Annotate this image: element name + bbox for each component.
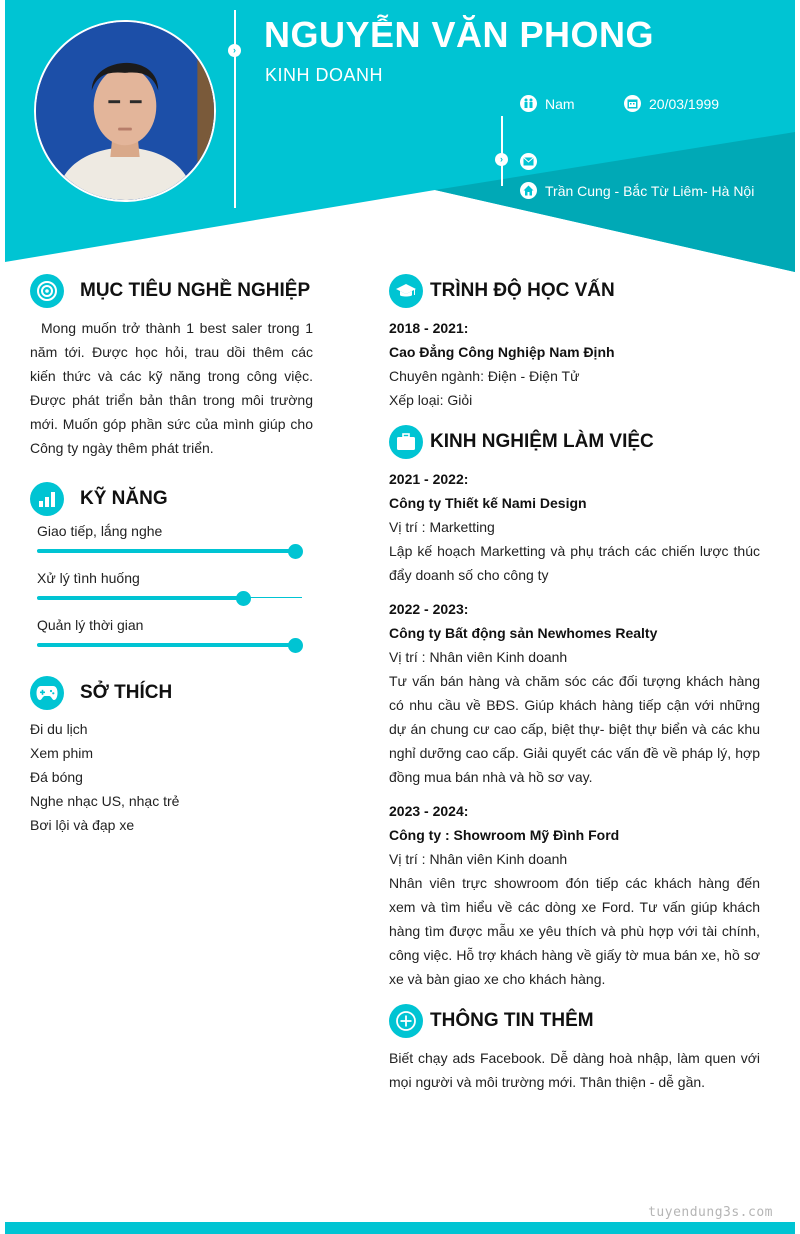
job-company: Công ty : Showroom Mỹ Đình Ford bbox=[389, 827, 620, 843]
candidate-role: KINH DOANH bbox=[265, 65, 384, 85]
skills-title: KỸ NĂNG bbox=[80, 488, 168, 509]
envelope-icon bbox=[520, 153, 537, 170]
hobbies-title: SỞ THÍCH bbox=[80, 682, 173, 703]
chevron-right-icon: › bbox=[495, 153, 508, 166]
education-grade: Xếp loại: Giỏi bbox=[389, 392, 473, 408]
job-company: Công ty Bất động sản Newhomes Realty bbox=[389, 625, 658, 641]
address-text: Trần Cung - Bắc Từ Liêm- Hà Nội bbox=[545, 182, 755, 199]
address-info bbox=[520, 182, 754, 199]
additional-text: Biết chạy ads Facebook. Dễ dàng hoà nhập, làm quen với mọi người và môi trường mới. Thân thiện - dễ gần. bbox=[389, 1050, 760, 1090]
skill-item bbox=[30, 566, 313, 613]
objective-text: Mong muốn trở thành 1 best saler trong 1 năm tới. Được học hỏi, trau dồi thêm các kiến thức và các kỹ năng trong công việc. Được phát triển bản thân trong môi trường mới. Muốn góp phần sức của mình giúp cho Công ty ngày thêm phát triển. bbox=[30, 320, 313, 456]
additional-heading bbox=[389, 1004, 760, 1038]
experience-heading bbox=[389, 425, 760, 459]
skills-list bbox=[30, 519, 313, 660]
hobbies-heading bbox=[30, 676, 313, 710]
target-icon bbox=[30, 274, 64, 308]
job-entry bbox=[389, 467, 760, 587]
footer-bar bbox=[5, 1222, 795, 1234]
calendar-icon bbox=[624, 95, 641, 112]
job-description: Nhân viên trực showroom đón tiếp các khách hàng đến xem và tìm hiểu về các dòng xe Ford. Tư vấn giúp khách hàng tìm được mẫu xe yêu thích và phù hợp với tài chính, công việc. Hỗ trợ khách hàng về giấy tờ mua bán xe, hồ sơ xe và bàn giao xe cho khách hàng. bbox=[389, 875, 760, 987]
hobby-item: Nghe nhạc US, nhạc trẻ bbox=[30, 793, 180, 809]
experience-title: KINH NGHIỆM LÀM VIỆC bbox=[430, 431, 654, 452]
additional-title: THÔNG TIN THÊM bbox=[430, 1010, 594, 1031]
email-info bbox=[520, 153, 545, 170]
briefcase-icon bbox=[389, 425, 423, 459]
job-description: Tư vấn bán hàng và chăm sóc các đối tượng khách hàng có nhu cầu về BĐS. Giúp khách hàng tiếp cận với những dự án chung cư cao cấp, biệt thự- biệt thự biển và các khu nghỉ dưỡng cao cấp. Giải quyết các vấn đề về pháp lý, hợp đồng mua bán nhà và hồ sơ vay. bbox=[389, 673, 760, 785]
home-icon bbox=[520, 182, 537, 199]
plus-circle-icon bbox=[389, 1004, 423, 1038]
gender-icon bbox=[520, 95, 537, 112]
skills-heading bbox=[30, 482, 313, 516]
education-block bbox=[389, 316, 760, 412]
skill-knob bbox=[236, 591, 251, 606]
gender-info bbox=[520, 95, 575, 112]
education-period: 2018 - 2021: bbox=[389, 320, 469, 336]
job-position: Vị trí : Nhân viên Kinh doanh bbox=[389, 851, 568, 867]
job-period: 2022 - 2023: bbox=[389, 601, 469, 617]
right-column bbox=[389, 274, 760, 1094]
hobbies-list bbox=[30, 717, 313, 837]
education-heading bbox=[389, 274, 760, 308]
job-entry bbox=[389, 799, 760, 991]
objective-heading bbox=[30, 274, 313, 308]
graduation-cap-icon bbox=[389, 274, 423, 308]
birthday-text: 20/03/1999 bbox=[649, 95, 720, 112]
job-company: Công ty Thiết kế Nami Design bbox=[389, 495, 587, 511]
skill-item bbox=[30, 613, 313, 660]
education-major: Chuyên ngành: Điện - Điện Tử bbox=[389, 368, 580, 384]
hobby-item: Đá bóng bbox=[30, 769, 83, 785]
info-divider bbox=[501, 116, 503, 186]
objective-title: MỤC TIÊU NGHỀ NGHIỆP bbox=[80, 280, 311, 301]
gamepad-icon bbox=[30, 676, 64, 710]
skill-knob bbox=[288, 638, 303, 653]
avatar bbox=[34, 20, 216, 202]
job-entry bbox=[389, 597, 760, 789]
skill-label: Giao tiếp, lắng nghe bbox=[37, 523, 163, 539]
hobby-item: Xem phim bbox=[30, 745, 94, 761]
education-title: TRÌNH ĐỘ HỌC VẤN bbox=[430, 280, 615, 301]
skill-knob bbox=[288, 544, 303, 559]
hobby-item: Đi du lịch bbox=[30, 721, 88, 737]
hobby-item: Bơi lội và đạp xe bbox=[30, 817, 135, 833]
skill-label: Xử lý tình huống bbox=[37, 570, 140, 586]
skill-fill bbox=[37, 596, 243, 600]
job-position: Vị trí : Marketting bbox=[389, 519, 495, 535]
chevron-right-icon: › bbox=[228, 44, 241, 57]
education-school: Cao Đẳng Công Nghiệp Nam Định bbox=[389, 344, 615, 360]
candidate-name: NGUYỄN VĂN PHONG bbox=[264, 14, 655, 55]
skill-fill bbox=[37, 643, 295, 647]
header-divider bbox=[234, 10, 236, 208]
bar-chart-icon bbox=[30, 482, 64, 516]
skill-label: Quản lý thời gian bbox=[37, 617, 144, 633]
birthday-info bbox=[624, 95, 719, 112]
watermark: tuyendung3s.com bbox=[648, 1205, 773, 1220]
job-description: Lập kế hoạch Marketting và phụ trách các chiến lược thúc đẩy doanh số cho công ty bbox=[389, 543, 760, 583]
job-period: 2023 - 2024: bbox=[389, 803, 469, 819]
portrait-icon bbox=[36, 22, 214, 200]
gender-text: Nam bbox=[545, 95, 575, 112]
left-column bbox=[30, 274, 313, 837]
job-period: 2021 - 2022: bbox=[389, 471, 469, 487]
job-position: Vị trí : Nhân viên Kinh doanh bbox=[389, 649, 568, 665]
skill-fill bbox=[37, 549, 295, 553]
skill-item bbox=[30, 519, 313, 566]
